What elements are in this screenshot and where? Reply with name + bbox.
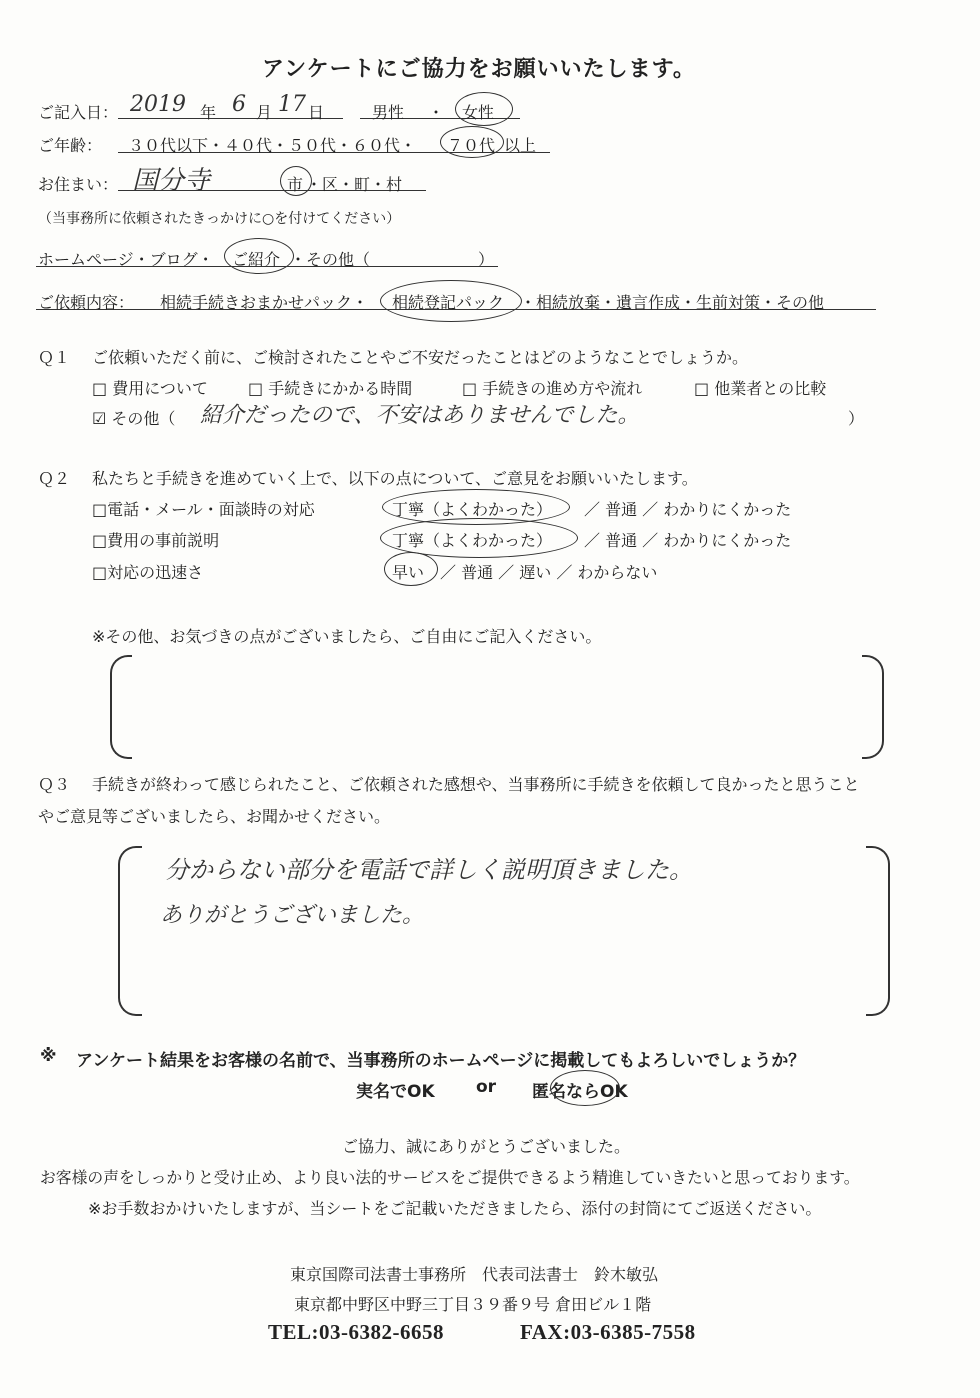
year-unit: 年 — [200, 103, 217, 122]
q2-number: Ｑ２ — [38, 469, 71, 488]
q3-answer-line2: ありがとうございました。 — [160, 903, 425, 928]
trigger-close: ） — [478, 250, 495, 269]
q3-answer-bracket-right — [866, 846, 890, 1016]
q2-rest-speed: ／ 普通 ／ 遅い ／ わからない — [440, 563, 658, 582]
q1-other-close: ） — [848, 409, 865, 428]
q2-item-contact: □電話・メール・面談時の対応 — [92, 500, 315, 519]
q2-free-note: ※その他、お気づきの点がございましたら、ご自由にご記入ください。 — [92, 627, 602, 646]
publish-mark: ※ — [40, 1046, 57, 1066]
q1-other-value: 紹介だったので、不安はありませんでした。 — [200, 403, 640, 428]
closing-line3: ※お手数おかけいたしますが、当シートをご記載いただきましたら、添付の封筒にてご返送ください。 — [88, 1199, 822, 1218]
age-selected: ７０代 — [447, 136, 496, 155]
q1-other-label: ☑ その他（ — [92, 409, 176, 428]
q1-option-time: □ 手続きにかかる時間 — [248, 379, 413, 398]
office-address: 東京都中野区中野三丁目３９番９号 倉田ビル１階 — [294, 1295, 652, 1314]
q3-number: Ｑ３ — [38, 775, 71, 794]
q2-selected-contact: 丁寧（よくわかった） — [392, 500, 553, 519]
month-unit: 月 — [256, 103, 273, 122]
age-suffix: 以上 — [504, 136, 537, 155]
q3-answer-line1: 分からない部分を電話で詳しく説明頂きました。 — [165, 856, 693, 884]
publish-or: or — [476, 1077, 497, 1097]
q2-comment-bracket-right — [862, 655, 884, 759]
q2-item-cost: □費用の事前説明 — [92, 531, 220, 550]
page-title: アンケートにご協力をお願いいたします。 — [262, 57, 696, 82]
residence-selected: 市 — [287, 175, 304, 194]
residence-rest: ・区・町・村 — [306, 175, 403, 194]
day-unit: 日 — [308, 103, 325, 122]
trigger-after: ・その他（ — [290, 250, 371, 269]
q3-answer-bracket-left — [118, 846, 142, 1016]
entry-month: 6 — [232, 92, 246, 117]
entry-date-label: ご記入日： — [38, 103, 119, 122]
entry-day: 17 — [278, 92, 306, 117]
q2-rest-cost: ／ 普通 ／ わかりにくかった — [584, 531, 792, 550]
closing-line2: お客様の声をしっかりと受け止め、より良い法的サービスをご提供できるよう精進していきたいと思っております。 — [40, 1168, 860, 1187]
request-after: ・相続放棄・遺言作成・生前対策・その他 — [520, 293, 825, 312]
request-selected: 相続登記パック — [392, 293, 505, 312]
q3-question-line1: 手続きが終わって感じられたこと、ご依頼された感想や、当事務所に手続きを依頼して良かったと思うこと — [92, 775, 860, 794]
q2-rest-contact: ／ 普通 ／ わかりにくかった — [584, 500, 792, 519]
q1-option-compare: □ 他業者との比較 — [694, 379, 827, 398]
office-tel: TEL:03-6382-6658 — [268, 1320, 444, 1344]
gender-male: 男性 — [372, 103, 405, 122]
publish-question: アンケート結果をお客様の名前で、当事務所のホームページに掲載してもよろしいでしょうか？ — [76, 1051, 806, 1071]
q1-option-process: □ 手続きの進め方や流れ — [462, 379, 643, 398]
q2-selected-cost: 丁寧（よくわかった） — [392, 531, 553, 550]
publish-anonymous-ok: 匿名ならOK — [532, 1082, 628, 1102]
q1-number: Ｑ１ — [38, 348, 71, 367]
age-options: ３０代以下・４０代・５０代・６０代・ — [128, 136, 417, 155]
trigger-note: （当事務所に依頼されたきっかけに○を付けてください） — [38, 211, 401, 227]
q2-comment-bracket-left — [110, 655, 132, 759]
q2-question: 私たちと手続きを進めていく上で、以下の点について、ご意見をお願いいたします。 — [92, 469, 698, 488]
request-label: ご依頼内容： — [38, 293, 135, 312]
age-label: ご年齢： — [38, 136, 103, 155]
q1-question: ご依頼いただく前に、ご検討されたことやご不安だったことはどのようなことでしょうか。 — [92, 348, 749, 367]
office-name: 東京国際司法書士事務所 代表司法書士 鈴木敏弘 — [290, 1265, 659, 1284]
q2-item-speed: □対応の迅速さ — [92, 563, 204, 582]
gender-separator: ・ — [428, 103, 445, 122]
trigger-before: ホームページ・ブログ・ — [38, 250, 214, 269]
q1-option-cost: □ 費用について — [92, 379, 208, 398]
q3-question-line2: やご意見等ございましたら、お聞かせください。 — [38, 807, 391, 826]
residence-value: 国分寺 — [132, 166, 211, 196]
closing-thanks: ご協力、誠にありがとうございました。 — [342, 1137, 631, 1156]
request-before: 相続手続きおまかせパック・ — [160, 293, 369, 312]
trigger-selected: ご紹介 — [232, 250, 281, 269]
q2-selected-speed: 早い — [392, 563, 425, 582]
publish-real-name-ok: 実名でOK — [356, 1082, 435, 1102]
office-fax: FAX:03-6385-7558 — [520, 1320, 696, 1344]
gender-female: 女性 — [462, 103, 495, 122]
residence-label: お住まい： — [38, 175, 119, 194]
entry-year: 2019 — [130, 92, 186, 117]
